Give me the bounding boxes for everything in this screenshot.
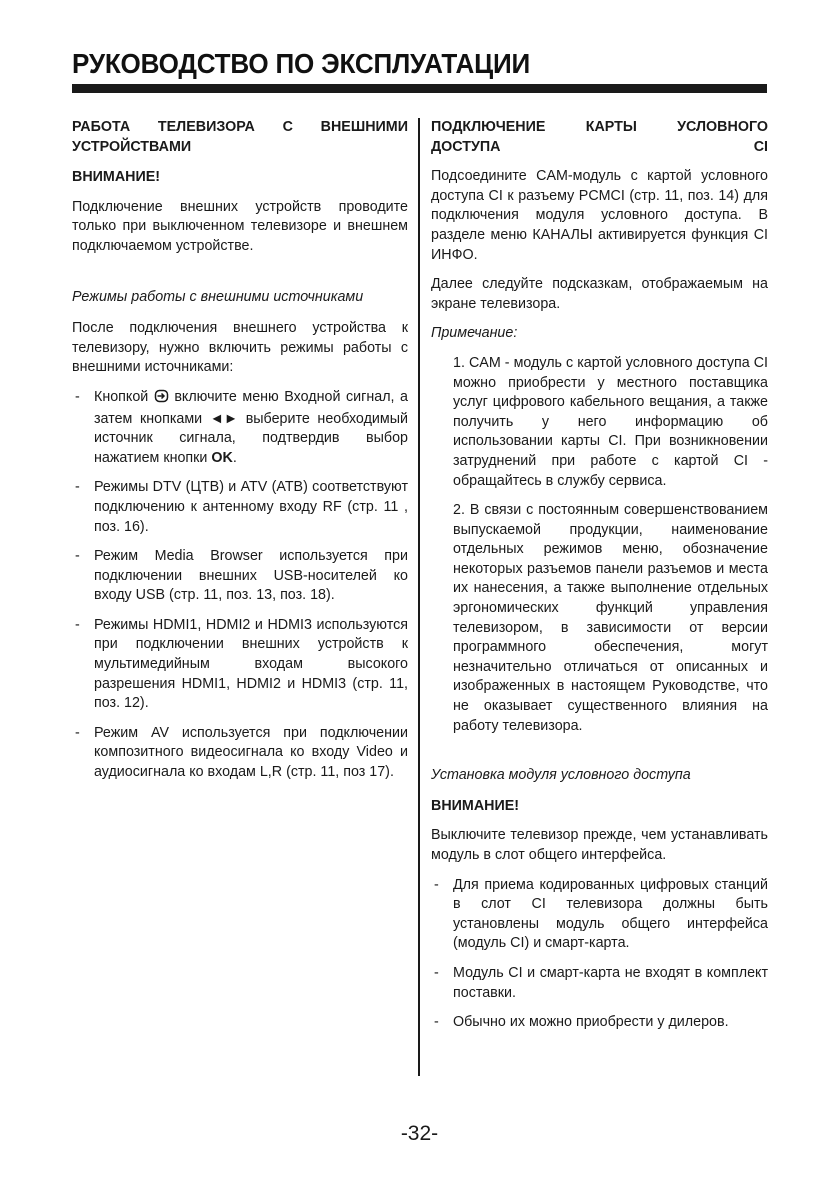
list-item: - Режим AV используется при подключении композитного видеосигнала ко входу Video и аудиосигнала ко входам L,R (стр. 11, поз 17).: [72, 724, 408, 783]
warning-label: ВНИМАНИЕ!: [72, 169, 161, 186]
intro-paragraph: После подключения внешнего устройства к телевизору, нужно включить режимы работы с внешними источниками:: [72, 320, 408, 376]
note-item-2: 2. В связи с постоянным совершенствованием выпускаемой продукции, наименование отдельных режимов меню, обозначение некоторых разъемов панели разъемов и места их нанесения, а также выполнение отдельных эргономических функций управления телевизором, в зависимости от версии программного обеспечения, могут незначительно отличаться от описанных и изображенных в настоящем Руководстве, что не оказывает существенного влияния на работу телевизора.: [453, 502, 768, 734]
page-number: -32-: [400, 1122, 439, 1145]
follow-prompts-paragraph: Далее следуйте подсказкам, отображаемым на экране телевизора.: [431, 276, 768, 312]
list-item: - Режимы HDMI1, HDMI2 и HDMI3 используются при подключении внешних устройств к мультимедийным входам высокого разрешения HDMI1, HDMI2 и HDMI3 (стр. 11, поз. 12).: [72, 616, 408, 714]
list-item: - Для приема кодированных цифровых станций в слот CI телевизора должны быть установлены модуль общего интерфейса (модуль CI) и смарт-карта.: [431, 876, 768, 954]
warning-text: Выключите телевизор прежде, чем устанавливать модуль в слот общего интерфейса.: [431, 827, 768, 863]
subheading-source-modes: Режимы работы с внешними источниками: [72, 288, 364, 305]
left-column: [72, 118, 408, 783]
input-source-icon: [154, 389, 169, 410]
note-item-1: 1. CAM - модуль с картой условного доступа CI можно приобрести у местного поставщика услуг цифрового кабельного вещания, а также получить у него информацию об использовании карты CI. При возникновении затруднений при работе с картой CI - обращайтесь в службу сервиса.: [453, 354, 768, 489]
module-notes-list: [431, 876, 768, 1033]
list-item: - Режим Media Browser используется при подключении внешних USB-носителей ко входу USB (стр. 11, поз. 13, поз. 18).: [72, 547, 408, 606]
list-item: - Модуль CI и смарт-карта не входят в комплект поставки.: [431, 964, 768, 1003]
list-item: - Кнопкой включите меню Входной сигнал, а затем кнопками ◄► выберите необходимый источник сигнала, подтвердив выбор нажатием кнопки OK.: [72, 388, 408, 468]
list-item: - Режимы DTV (ЦТВ) и ATV (АТВ) соответствуют подключению к антенному входу RF (стр. 11 , поз. 16).: [72, 478, 408, 537]
title-rule: [72, 84, 767, 93]
right-column: [431, 118, 768, 1033]
section-heading-external-devices: РАБОТА ТЕЛЕВИЗОРА С ВНЕШНИМИ УСТРОЙСТВАМИ: [72, 119, 408, 155]
subheading-module-install: Установка модуля условного доступа: [431, 767, 691, 784]
warning-text: Подключение внешних устройств проводите только при выключенном телевизоре и внешнем подключаемом устройстве.: [72, 198, 408, 254]
list-item: - Обычно их можно приобрести у дилеров.: [431, 1013, 768, 1033]
note-label: Примечание:: [431, 325, 518, 342]
ci-intro-paragraph: Подсоедините CAM-модуль с картой условного доступа CI к разъему PCMCI (стр. 11, поз. 14) для подключения модуля условного доступа. В разделе меню КАНАЛЫ активируется функция CI ИНФО.: [431, 168, 768, 263]
column-divider: [418, 118, 420, 1076]
ok-key-label: OK: [211, 449, 233, 466]
page-title: РУКОВОДСТВО ПО ЭКСПЛУАТАЦИИ: [72, 48, 531, 79]
section-heading-ci-card: ПОДКЛЮЧЕНИЕ КАРТЫ УСЛОВНОГО ДОСТУПА CI: [431, 119, 768, 155]
warning-label: ВНИМАНИЕ!: [431, 797, 520, 814]
source-modes-list: [72, 388, 408, 783]
